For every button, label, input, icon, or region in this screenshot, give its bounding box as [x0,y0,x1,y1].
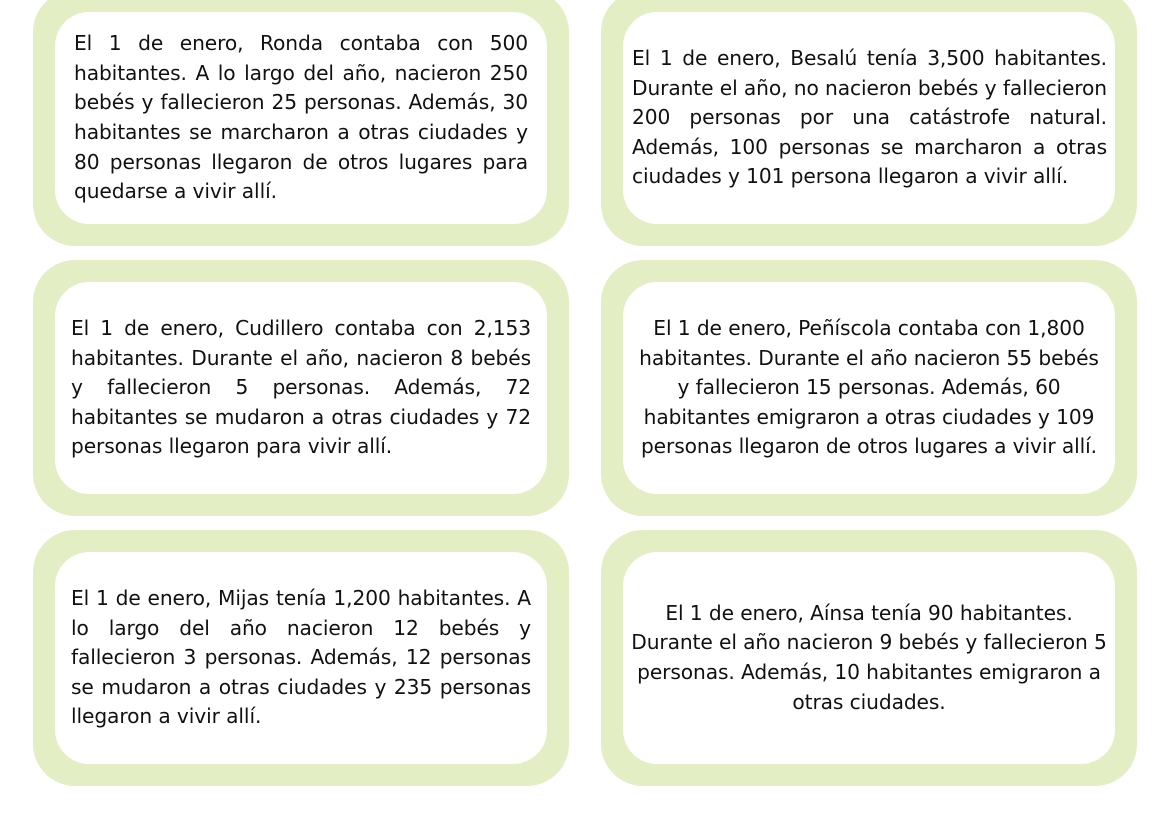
card-ronda [33,0,569,246]
card-peniscola-text: El 1 de enero, Peñíscola contaba con 1,800 habitantes. Durante el año nacieron 55 bebés y fallecieron 15 personas. Además, 60 habitantes emigraron a otras ciudades y 109 personas llegaron de otros lugares a vivir allí. [639,316,1099,459]
card-ainsa [601,530,1137,786]
card-peniscola-body [623,282,1115,494]
card-mijas [33,530,569,786]
card-ronda-text: El 1 de enero, Ronda contaba con 500 habitantes. A lo largo del año, nacieron 250 bebés y fallecieron 25 personas. Además, 30 habitantes se marcharon a otras ciudades y 80 personas llegaron de otros lugares para quedarse a vivir allí. [74,31,528,204]
card-ainsa-body [623,552,1115,764]
card-cudillero-body [55,282,547,494]
card-besalu-text: El 1 de enero, Besalú tenía 3,500 habitantes. Durante el año, no nacieron bebés y fallecieron 200 personas por una catástrofe natural. Además, 100 personas se marcharon a otras ciudades y 101 persona llegaron a vivir allí. [632,46,1107,189]
card-besalu-body [623,12,1115,224]
card-besalu [601,0,1137,246]
card-cudillero [33,260,569,516]
card-ainsa-text: El 1 de enero, Aínsa tenía 90 habitantes. Durante el año nacieron 9 bebés y fallecieron 5 personas. Además, 10 habitantes emigraron a otras ciudades. [631,600,1107,714]
card-mijas-text: El 1 de enero, Mijas tenía 1,200 habitantes. A lo largo del año nacieron 12 bebés y fallecieron 3 personas. Además, 12 personas se mudaron a otras ciudades y 235 personas llegaron a vivir allí. [71,586,531,729]
card-ronda-body [55,12,547,224]
card-cudillero-text: El 1 de enero, Cudillero contaba con 2,153 habitantes. Durante el año, nacieron 8 bebés y fallecieron 5 personas. Además, 72 habitantes se mudaron a otras ciudades y 72 personas llegaron para vivir allí. [71,316,531,459]
card-mijas-body [55,552,547,764]
card-peniscola [601,260,1137,516]
